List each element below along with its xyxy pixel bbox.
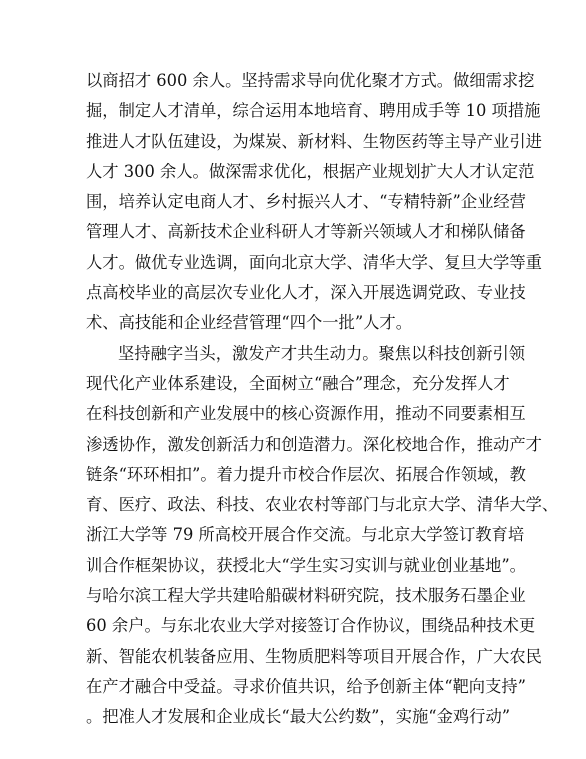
text-line: 与哈尔滨工程大学共建哈船碳材料研究院，技术服务石墨企业 (86, 586, 526, 606)
text-line: 新、智能农机装备应用、生物质肥料等项目开展合作，广大农民 (86, 646, 542, 666)
text-line: 人才。做优专业选调，面向北京大学、清华大学、复旦大学等重 (86, 252, 542, 272)
text-line: 人才 300 余人。做深需求优化，根据产业规划扩大人才认定范 (86, 161, 535, 181)
text-line: 管理人才、高新技术企业科研人才等新兴领域人才和梯队储备 (86, 222, 526, 242)
text-line: 术、高技能和企业经营管理“四个一批”人才。 (86, 313, 412, 333)
text-line: 渗透协作，激发创新活力和创造潜力。深化校地合作，推动产才 (86, 434, 542, 454)
text-line: 浙江大学等 79 所高校开展合作交流。与北京大学签订教育培 (86, 525, 525, 545)
text-line: 在产才融合中受益。寻求价值共识，给予创新主体“靶向支持” (86, 676, 526, 696)
text-line: 以商招才 600 余人。坚持需求导向优化聚才方式。做细需求挖 (86, 71, 535, 90)
text-line: 育、医疗、政法、科技、农业农村等部门与北京大学、清华大学、 (86, 495, 559, 515)
text-line: 掘，制定人才清单，综合运用本地培育、聘用成手等 10 项措施 (86, 101, 541, 121)
text-line: 推进人才队伍建设，为煤炭、新材料、生物医药等主导产业引进 (86, 131, 542, 151)
text-line: 点高校毕业的高层次专业化人才，深入开展选调党政、专业技 (86, 283, 526, 303)
text-line: 训合作框架协议，获授北大“学生实习实训与就业创业基地”。 (86, 555, 526, 575)
text-line: 60 余户。与东北农业大学对接签订合作协议，围绕品种技术更 (86, 616, 536, 636)
text-line: 。把准人才发展和企业成长“最大公约数”，实施“金鸡行动” (86, 707, 511, 727)
text-line: 链条“环环相扣”。着力提升市校合作层次、拓展合作领域，教 (86, 464, 526, 484)
text-line: 在科技创新和产业发展中的核心资源作用，推动不同要素相互 (86, 404, 526, 424)
paragraph-first-line: 坚持融字当头，激发产才共生动力。聚焦以科技创新引领 (118, 343, 526, 363)
text-line: 围，培养认定电商人才、乡村振兴人才、“专精特新”企业经营 (86, 192, 526, 212)
text-line: 现代化产业体系建设，全面树立“融合”理念，充分发挥人才 (86, 373, 510, 393)
body-text (86, 66, 559, 733)
